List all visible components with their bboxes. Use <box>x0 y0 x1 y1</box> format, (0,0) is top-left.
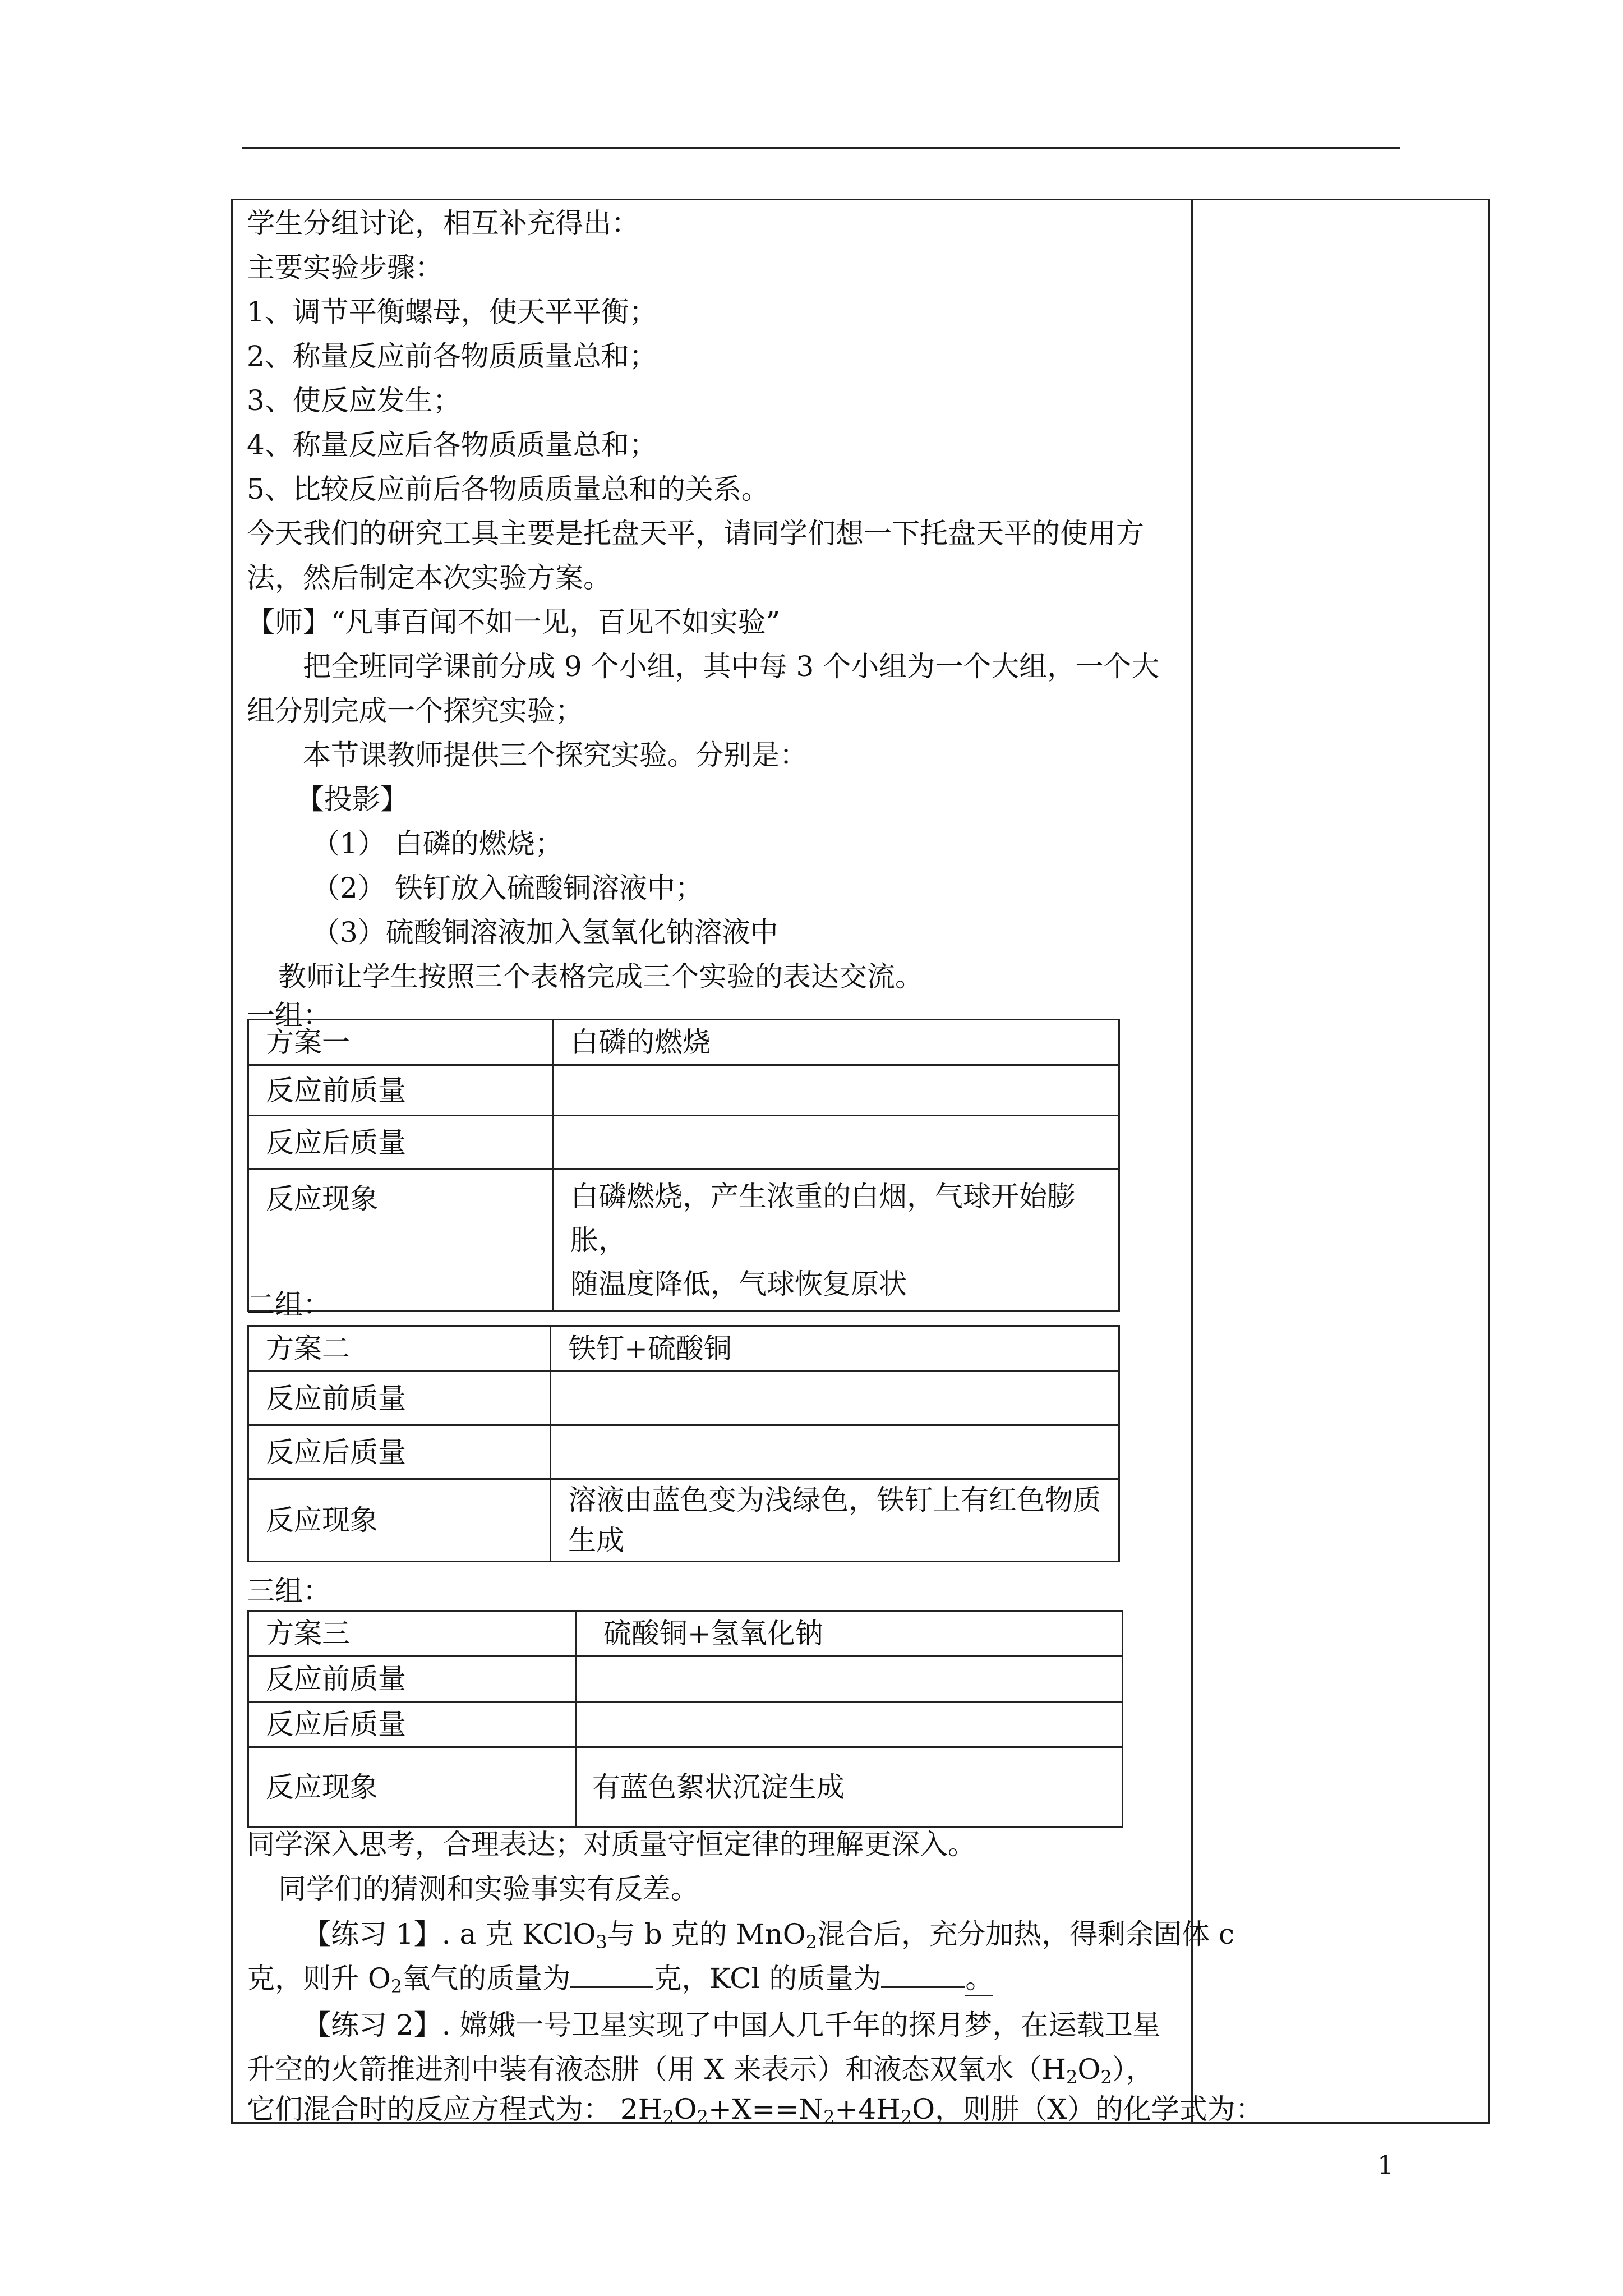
group-label: 一组： <box>247 999 331 1032</box>
text-line: 【师】“凡事百闻不如一见，百见不如实验” <box>247 606 781 638</box>
table-cell: 白磷的燃烧 <box>552 1020 1119 1065</box>
table-cell <box>575 1702 1122 1747</box>
text-line: 同学们的猜测和实验事实有反差。 <box>278 1872 699 1905</box>
experiment-table-3 <box>247 1610 1123 1828</box>
table-cell <box>552 1116 1119 1170</box>
table-cell: 反应现象 <box>248 1747 576 1827</box>
text-line: 主要实验步骤： <box>247 251 443 284</box>
table-cell: 硫酸铜+氢氧化钠 <box>575 1611 1122 1657</box>
table-cell: 反应后质量 <box>248 1425 551 1479</box>
cell-text-line: 随温度降低，气球恢复原状 <box>570 1268 907 1300</box>
text-line: 今天我们的研究工具主要是托盘天平，请同学们想一下托盘天平的使用方 <box>247 517 1144 550</box>
text-line: 1、调节平衡螺母，使天平平衡； <box>247 296 657 328</box>
text-line: （2） 铁钉放入硫酸铜溶液中； <box>312 872 703 904</box>
table-cell: 反应现象 <box>248 1170 553 1312</box>
header-rule <box>242 147 1400 149</box>
text-line: 3、使反应发生； <box>247 384 461 417</box>
table-cell: 反应前质量 <box>248 1372 551 1425</box>
table-cell: 有蓝色絮状沉淀生成 <box>575 1747 1122 1827</box>
experiment-table-2 <box>247 1325 1120 1562</box>
table-cell <box>552 1170 1119 1312</box>
table-cell: 反应前质量 <box>248 1657 576 1702</box>
page-number: 1 <box>1377 2150 1394 2180</box>
table-cell: 反应前质量 <box>248 1065 553 1116</box>
cell-text-line: 生成 <box>568 1524 624 1557</box>
table-cell <box>552 1065 1119 1116</box>
exercise-2-line-1: 【练习 2】. 嫦娥一号卫星实现了中国人几千年的探月梦，在运载卫星 <box>303 2009 1161 2041</box>
text-line: 法，然后制定本次实验方案。 <box>247 562 611 594</box>
text-line: 5、比较反应前后各物质质量总和的关系。 <box>247 473 769 505</box>
cell-text-line: 溶液由蓝色变为浅绿色，铁钉上有红色物质 <box>568 1484 1101 1516</box>
text-line: 2、称量反应前各物质质量总和； <box>247 340 657 372</box>
text-line: （1） 白磷的燃烧； <box>312 827 563 860</box>
table-cell: 反应后质量 <box>248 1116 553 1170</box>
exercise-2-line-2: 升空的火箭推进剂中装有液态肼（用 X 来表示）和液态双氧水$(H_2O_2)$， <box>247 2053 1154 2088</box>
cell-text-line: 白磷燃烧，产生浓重的白烟，气球开始膨胀， <box>570 1180 1075 1257</box>
text-line: 组分别完成一个探究实验； <box>247 694 583 727</box>
group-label: 三组： <box>247 1575 331 1607</box>
text-line: 本节课教师提供三个探究实验。分别是： <box>303 739 808 771</box>
text-line: 4、称量反应后各物质质量总和； <box>247 429 657 461</box>
answer-blank-2[interactable] <box>881 1962 965 1988</box>
text-line: 教师让学生按照三个表格完成三个实验的表达交流。 <box>278 960 923 993</box>
table-cell: 方案一 <box>248 1020 553 1065</box>
table-cell <box>575 1657 1122 1702</box>
table-cell: 方案二 <box>248 1326 551 1372</box>
text-line: 【投影】 <box>296 783 408 816</box>
text-line: 把全班同学课前分成 9 个小组，其中每 3 个小组为一个大组，一个大 <box>303 650 1160 683</box>
exercise-2-line-3: 它们混合时的反应方程式为： $2H_2O_2+X==N_2+4H_2O$，则肼（X）的化学式为： <box>247 2093 1264 2128</box>
table-cell: 反应后质量 <box>248 1702 576 1747</box>
text-line: 同学深入思考，合理表达；对质量守恒定律的理解更深入。 <box>247 1828 976 1861</box>
table-cell: 铁钉+硫酸铜 <box>550 1326 1119 1372</box>
table-cell <box>550 1425 1119 1479</box>
table-cell: 反应现象 <box>248 1479 551 1562</box>
table-cell: 方案三 <box>248 1611 576 1657</box>
text-line: （3）硫酸铜溶液加入氢氧化钠溶液中 <box>312 916 778 949</box>
exercise-1-line-2: 克，则升 $O_2$氧气的质量为 克，KCl 的质量为 。 <box>247 1962 994 1997</box>
table-cell <box>550 1372 1119 1425</box>
exercise-1-line-1: 【练习 1】. a 克 KClO$_3$与 b 克的 MnO$_2$混合后，充分加热，得剩余固体 c <box>303 1918 1235 1953</box>
table-cell <box>550 1479 1119 1562</box>
experiment-table-1 <box>247 1019 1120 1312</box>
group-label: 二组： <box>247 1289 331 1321</box>
text-line: 学生分组讨论，相互补充得出： <box>247 207 639 240</box>
column-divider <box>1191 199 1193 2124</box>
answer-blank-1[interactable] <box>570 1962 653 1988</box>
